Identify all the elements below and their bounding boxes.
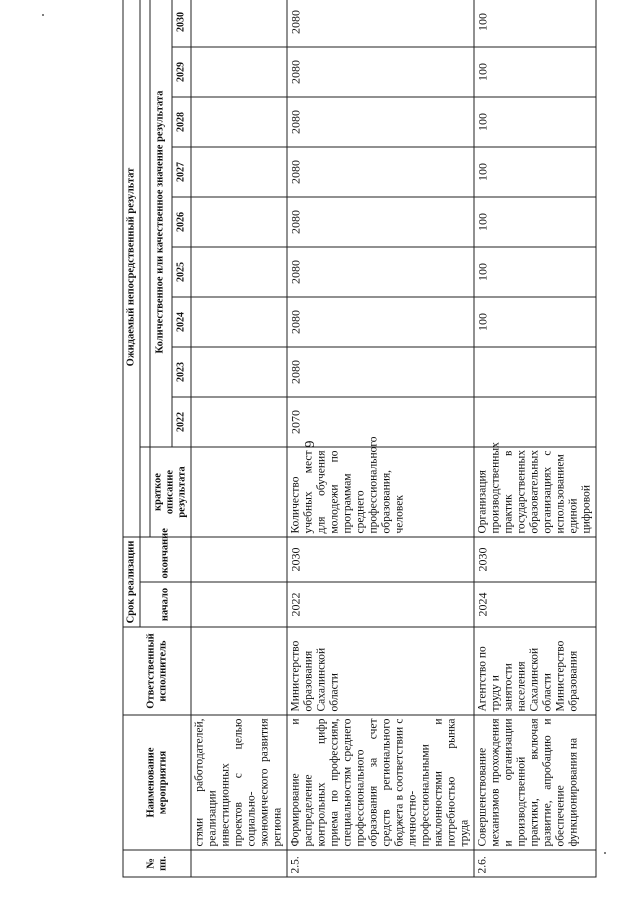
cell-start — [191, 582, 287, 627]
table-row — [287, 0, 474, 877]
cell-value — [191, 247, 287, 297]
cell-value: 100 — [474, 147, 596, 197]
header-end: окончание — [140, 537, 191, 582]
year-header: 2029 — [172, 47, 191, 97]
cell-value: 2070 — [287, 397, 474, 447]
year-header: 2025 — [172, 247, 191, 297]
cell-value: 100 — [474, 97, 596, 147]
cell-result — [191, 447, 287, 537]
cell-value — [191, 297, 287, 347]
year-header: 2030 — [172, 0, 191, 47]
year-header: 2028 — [172, 97, 191, 147]
cell-start: 2022 — [287, 582, 474, 627]
cell-num: 2.5. — [287, 850, 474, 877]
cell-value: 2080 — [287, 0, 474, 47]
cell-result: Организация производственных практик в государственных образовательных организациях с использованием единой цифровой — [474, 447, 596, 537]
table-row — [474, 0, 596, 877]
cell-value: 100 — [474, 47, 596, 97]
page-number: 6 — [301, 440, 316, 448]
cell-value: 100 — [474, 297, 596, 347]
scan-speck — [42, 14, 44, 16]
header-expected: Ожидаемый непосредственный результат — [123, 0, 140, 537]
cell-value — [191, 0, 287, 47]
cell-responsible — [191, 627, 287, 715]
cell-value: 2080 — [287, 197, 474, 247]
cell-name: Совершенствование механизмов прохождения и организации производственной практики, включая развитие, апробацию и обеспечение функционирования на — [474, 715, 596, 850]
year-header: 2023 — [172, 347, 191, 397]
cell-value — [191, 197, 287, 247]
year-header: 2024 — [172, 297, 191, 347]
year-header: 2026 — [172, 197, 191, 247]
header-term: Срок реализации — [123, 537, 140, 627]
cell-end: 2030 — [287, 537, 474, 582]
cell-value — [191, 47, 287, 97]
cell-end: 2030 — [474, 537, 596, 582]
cell-end — [191, 537, 287, 582]
cell-value: 2080 — [287, 97, 474, 147]
cell-value: 2080 — [287, 347, 474, 397]
cell-num: 2.6. — [474, 850, 596, 877]
year-header: 2027 — [172, 147, 191, 197]
cell-value — [191, 347, 287, 397]
measures-table — [123, 0, 597, 878]
header-responsible: Ответственный исполнитель — [123, 627, 191, 715]
cell-name: Формирование и распределение контрольных цифр приема по профессиям, специальностям среднего профессионального образования за счет средств регионального бюджета в соответствии с личностно-профессиональными наклонностями и потребностью рынка труда — [287, 715, 474, 850]
cell-value — [191, 147, 287, 197]
cell-value: 100 — [474, 197, 596, 247]
header-num: № пп. — [123, 850, 191, 877]
cell-num — [191, 850, 287, 877]
cell-value — [474, 347, 596, 397]
year-header: 2022 — [172, 397, 191, 447]
header-brief: краткое описание результата — [150, 447, 191, 537]
cell-value: 2080 — [287, 47, 474, 97]
responsible-line: Министерство образования — [554, 640, 580, 712]
cell-result: Количество учебных мест для обучения молодежи по программам среднего профессионального образования, человек — [287, 447, 474, 537]
cell-value: 100 — [474, 0, 596, 47]
cell-name: стями работодателей, реализации инвестиционных проектов с целью социально-экономического развития региона — [191, 715, 287, 850]
cell-start: 2024 — [474, 582, 596, 627]
cell-value: 2080 — [287, 247, 474, 297]
header-name: Наименование мероприятия — [123, 715, 191, 850]
cell-responsible: Министерство образования Сахалинской области — [287, 627, 474, 715]
cell-value — [191, 97, 287, 147]
cell-value — [191, 397, 287, 447]
table-row-continuation — [191, 0, 287, 877]
header-quant: Количественное или качественное значение результата — [150, 0, 172, 447]
cell-value — [474, 397, 596, 447]
header-empty — [140, 0, 150, 447]
cell-value: 100 — [474, 247, 596, 297]
cell-value: 2080 — [287, 297, 474, 347]
scan-speck — [604, 852, 606, 854]
header-start: начало — [140, 582, 191, 627]
cell-responsible — [474, 627, 596, 715]
cell-value: 2080 — [287, 147, 474, 197]
responsible-line: Агентство по труду и занятости населения Сахалинской области — [476, 646, 554, 712]
header-empty — [140, 447, 150, 537]
rotated-page — [123, 0, 593, 878]
